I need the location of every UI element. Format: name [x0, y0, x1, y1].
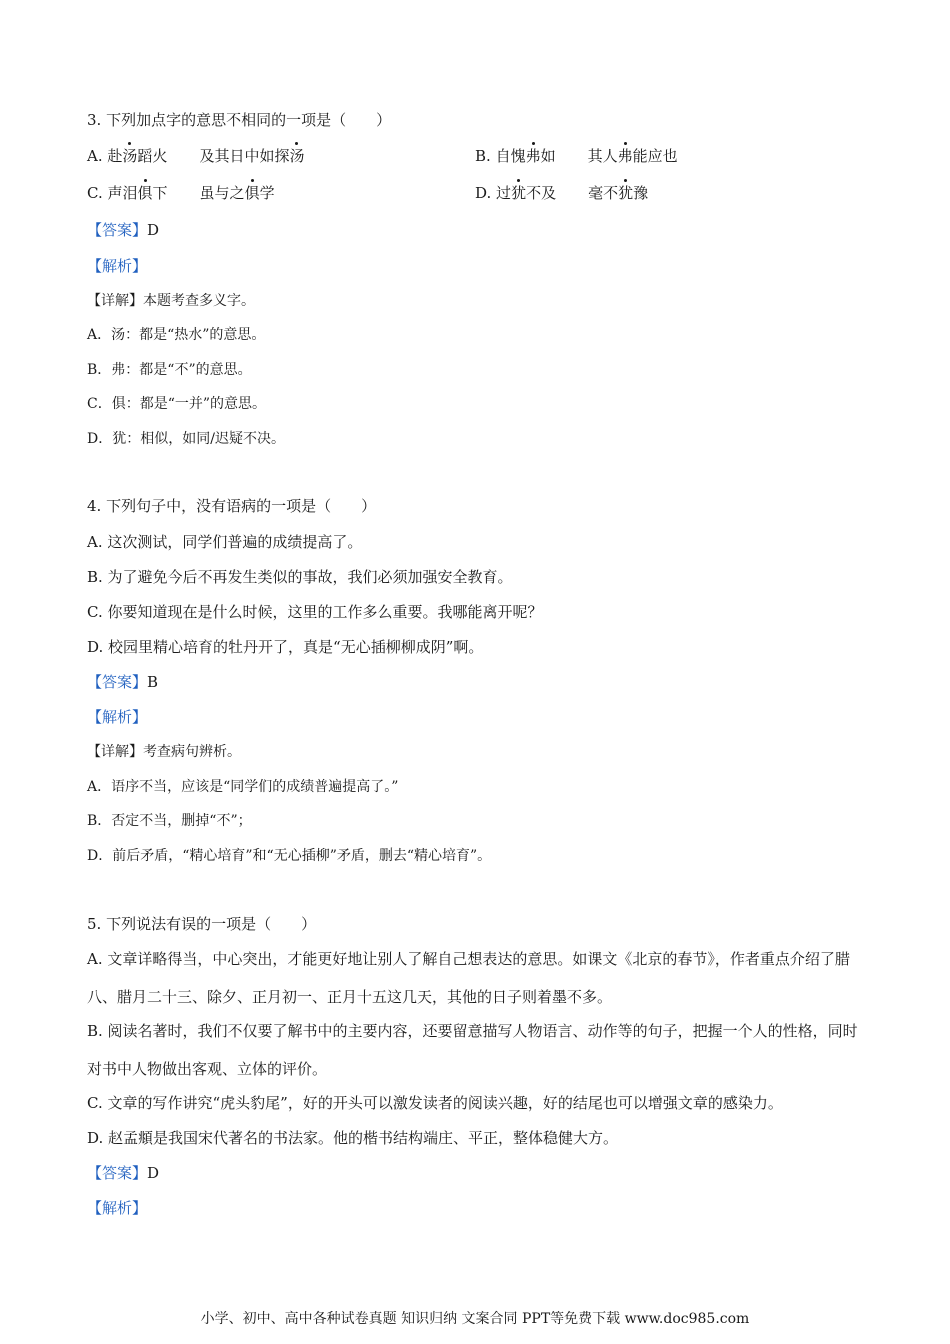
q3-option-a: A. 赴汤蹈火 及其日中如探汤 — [87, 147, 305, 165]
q4-answer — [87, 672, 158, 692]
answer-value: D — [147, 221, 160, 239]
option-label: B. — [475, 147, 491, 165]
q5-option-c: C. 文章的写作讲究“虎头豹尾”，好的开头可以激发读者的阅读兴趣，好的结尾也可以增强文章的感染力。 — [87, 1094, 783, 1112]
q5-option-b: B. 阅读名著时，我们不仅要了解书中的主要内容，还要留意描写人物语言、动作等的句子，把握一个人的性格，同时对书中人物做出客观、立体的评价。 — [87, 1022, 858, 1078]
q3-detail-line: D．犹：相似，如同/迟疑不决。 — [87, 431, 285, 447]
dotted-char: 汤 — [289, 147, 305, 165]
q3-detail-line: C．俱：都是“一并”的意思。 — [87, 396, 267, 412]
q4-detail-line: D．前后矛盾，“精心培育”和“无心插柳”矛盾，删去“精心培育”。 — [87, 848, 492, 864]
q3-option-c: C. 声泪俱下 虽与之俱学 — [87, 184, 275, 202]
dotted-char: 犹 — [618, 184, 634, 202]
answer-tag: 【答案】 — [87, 1164, 148, 1182]
q4-option-a: A. 这次测试，同学们普遍的成绩提高了。 — [87, 533, 363, 551]
q3-detail: 【详解】本题考查多义字。 — [87, 293, 255, 309]
q5-option-a: A. 文章详略得当，中心突出，才能更好地让别人了解自己想表达的意思。如课文《北京的春节》，作者重点介绍了腊八、腊月二十三、除夕、正月初一、正月十五这几天，其他的日子则着墨不多。 — [87, 950, 850, 1006]
answer-value: B — [147, 673, 159, 691]
q5-stem: 5. 下列说法有误的一项是（ ） — [87, 915, 317, 933]
q4-analysis-tag: 【解析】 — [87, 708, 148, 726]
q4-stem: 4. 下列句子中，没有语病的一项是（ ） — [87, 497, 377, 515]
dotted-char: 俱 — [137, 184, 153, 202]
answer-tag: 【答案】 — [87, 673, 148, 691]
page-footer: 小学、初中、高中各种试卷真题 知识归纳 文案合同 PPT等免费下载 www.doc985.com — [200, 1311, 750, 1327]
q4-detail: 【详解】考查病句辨析。 — [87, 744, 241, 760]
q5-option-d: D. 赵孟頫是我国宋代著名的书法家。他的楷书结构端庄、平正，整体稳健大方。 — [87, 1129, 619, 1147]
q4-detail-line: B．否定不当，删掉“不”； — [87, 813, 252, 829]
answer-tag: 【答案】 — [87, 221, 148, 239]
q3-detail-line: A．汤：都是“热水”的意思。 — [87, 327, 266, 343]
q3-answer — [87, 220, 159, 240]
dotted-char: 弗 — [617, 147, 633, 165]
option-label: C. — [87, 184, 103, 202]
q3-analysis-tag: 【解析】 — [87, 257, 148, 275]
q3-option-d: D. 过犹不及 毫不犹豫 — [475, 184, 649, 202]
q3-stem: 3. 下列加点字的意思不相同的一项是（ ） — [87, 111, 392, 129]
dotted-char: 犹 — [511, 184, 527, 202]
answer-value: D — [147, 1164, 160, 1182]
q4-option-c: C. 你要知道现在是什么时候，这里的工作多么重要。我哪能离开呢？ — [87, 603, 543, 621]
q4-detail-line: A．语序不当，应该是“同学们的成绩普遍提高了。” — [87, 779, 399, 795]
q5-answer — [87, 1163, 159, 1183]
dotted-char: 汤 — [122, 147, 138, 165]
dotted-char: 俱 — [244, 184, 260, 202]
q3-option-b: B. 自愧弗如 其人弗能应也 — [475, 147, 678, 165]
q3-detail-line: B．弗：都是“不”的意思。 — [87, 362, 252, 378]
q4-option-d: D. 校园里精心培育的牡丹开了，真是“无心插柳柳成阴”啊。 — [87, 638, 484, 656]
q4-option-b: B. 为了避免今后不再发生类似的事故，我们必须加强安全教育。 — [87, 568, 513, 586]
option-label: A. — [87, 147, 103, 165]
dotted-char: 弗 — [525, 147, 541, 165]
option-label: D. — [475, 184, 492, 202]
q5-analysis-tag: 【解析】 — [87, 1199, 148, 1217]
